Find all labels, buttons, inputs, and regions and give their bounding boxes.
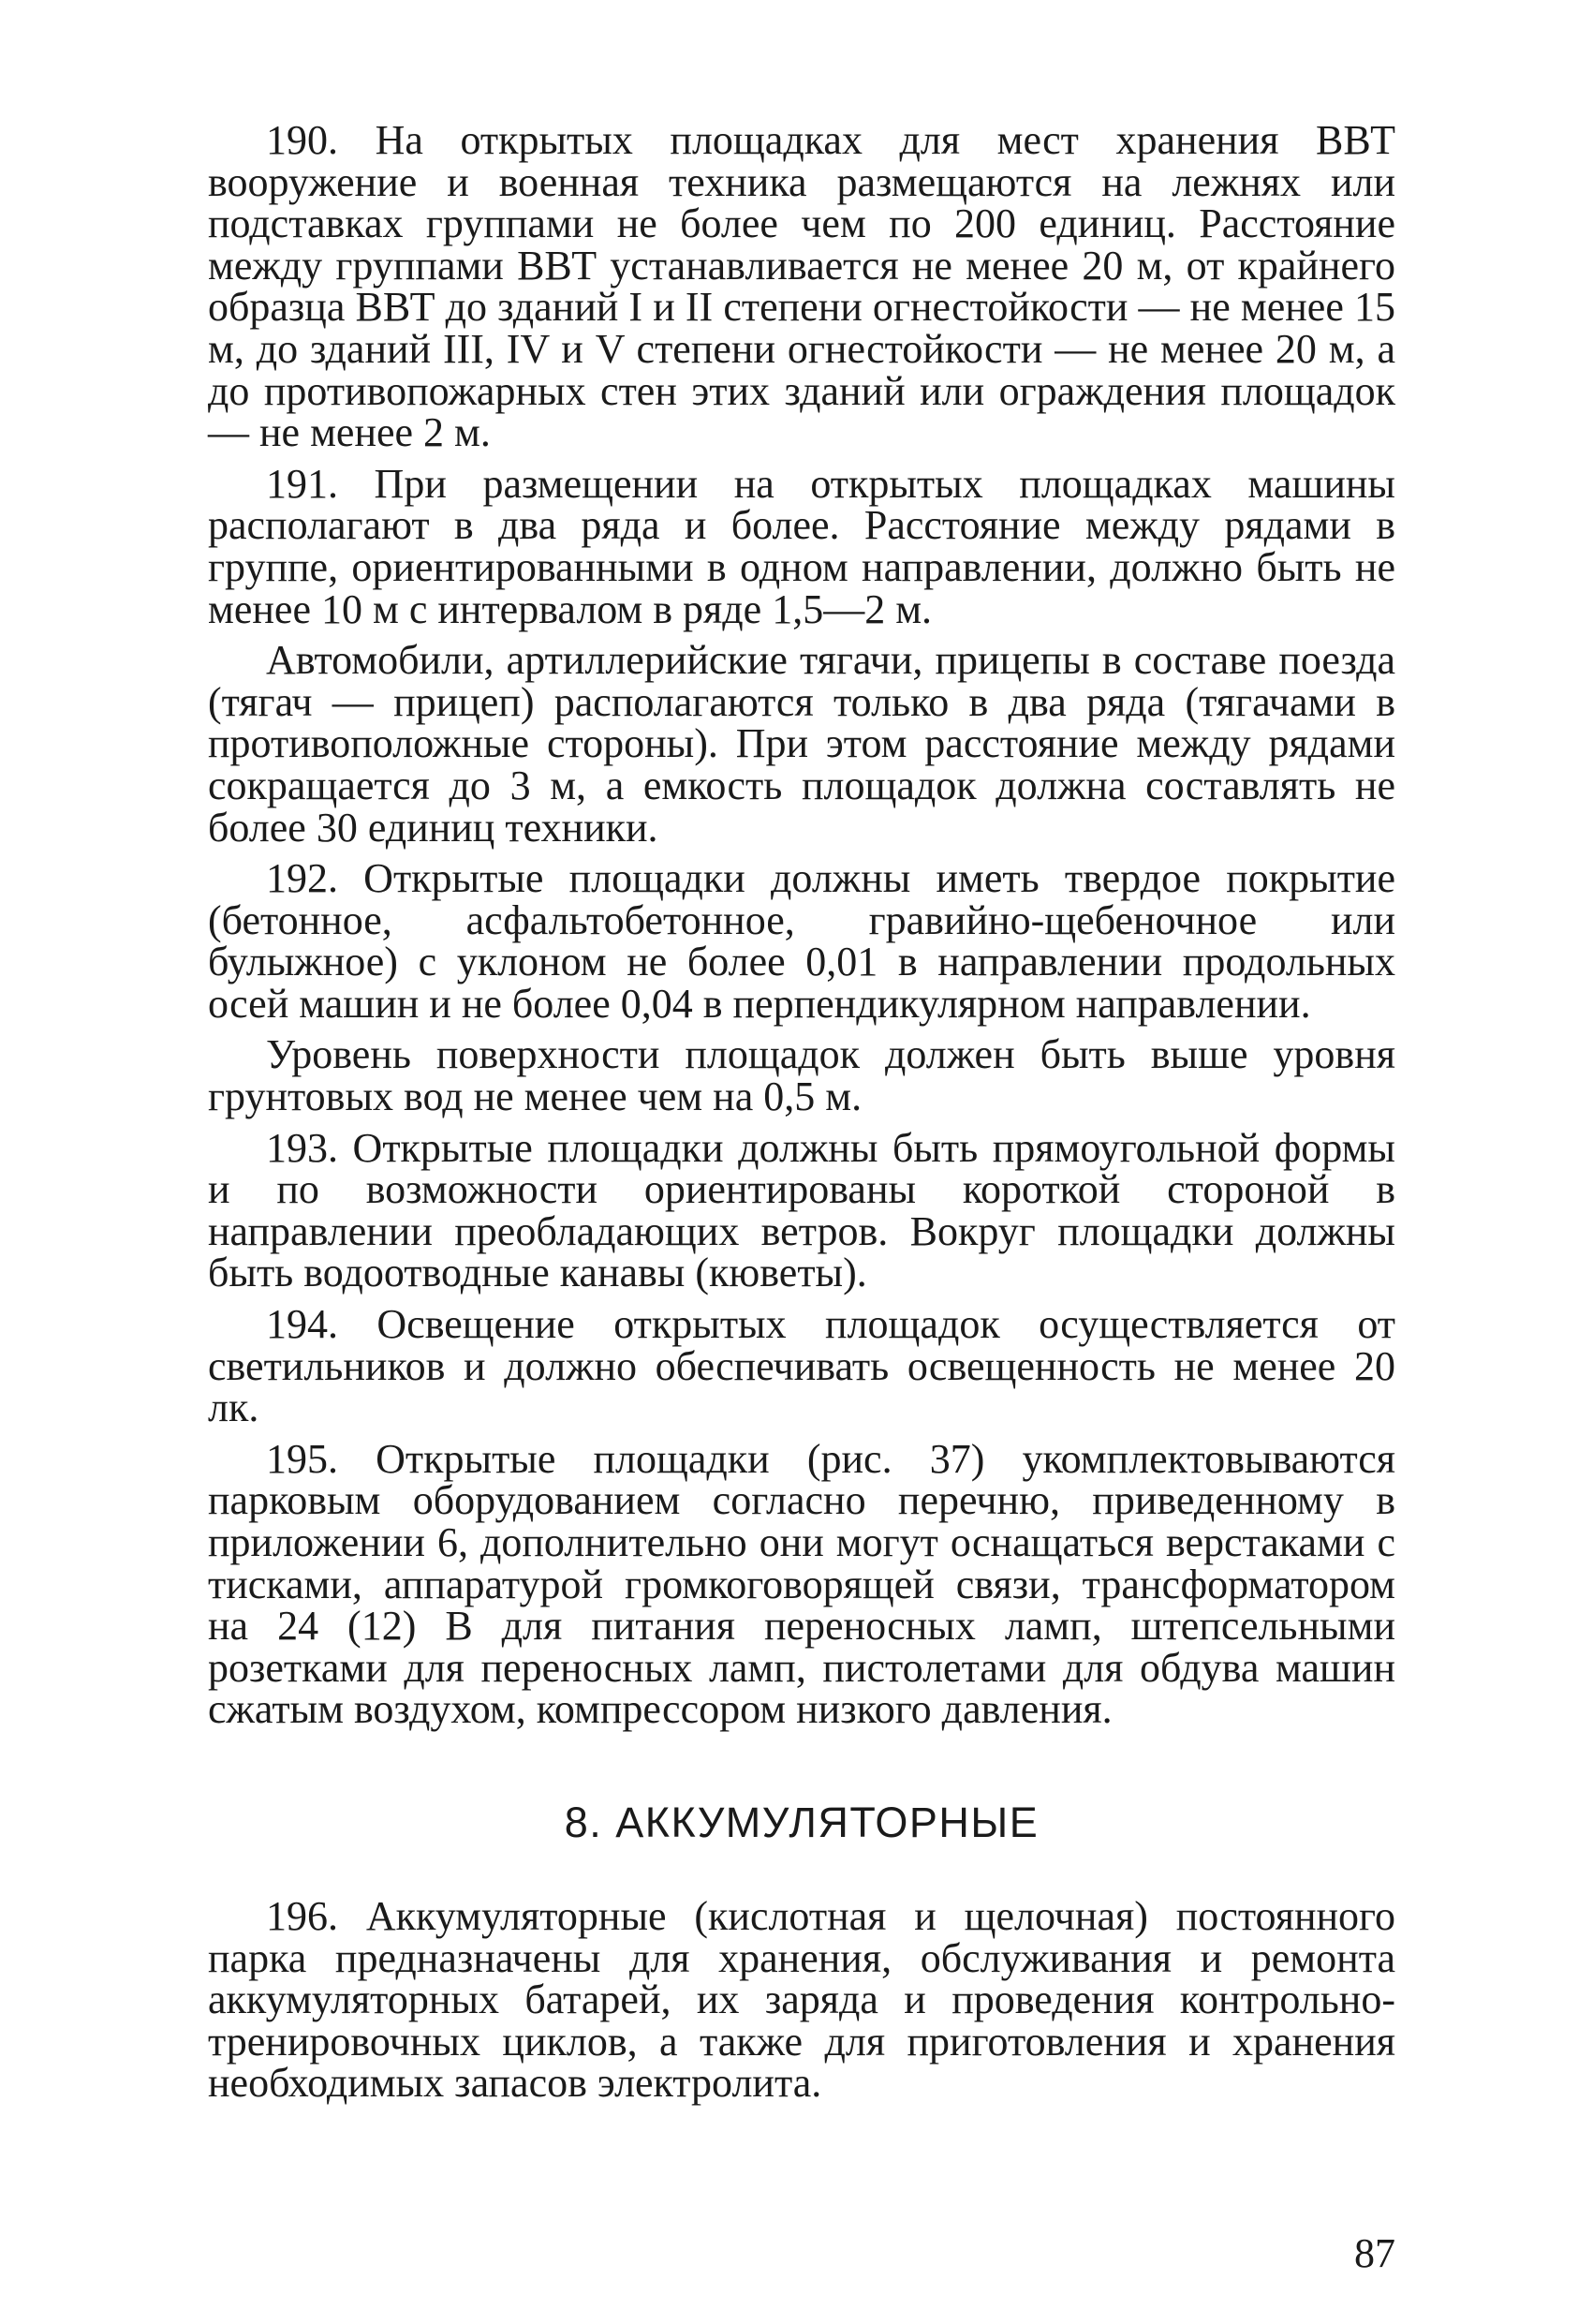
paragraph-193: 193. Открытые площадки должны быть прямоугольной формы и по возможности ориентированы короткой стороной в направлении преобладающих ветров. Вокруг площадки должны быть водоотводные канавы (кюветы). (208, 1124, 1395, 1296)
paragraph-190: 190. На открытых площадках для мест хранения ВВТ вооружение и военная техника размещаются на лежнях или подставках группами не более чем по 200 единиц. Расстояние между группами ВВТ устанавливается не менее 20 м, от крайнего образца ВВТ до зданий I и II степени огнестойкости — не менее 15 м, до зданий III, IV и V степени огнестойкости — не менее 20 м, а до противопожарных стен этих зданий или ограждения площадок — не менее 2 м. (208, 117, 1395, 456)
section-spacer (208, 1731, 1395, 1799)
paragraph-194: 194. Освещение открытых площадок осуществляется от светильников и должно обеспечивать освещенность не менее 20 лк. (208, 1301, 1395, 1431)
book-page (208, 117, 1395, 2276)
paragraph-195: 195. Открытые площадки (рис. 37) укомплектовываются парковым оборудованием согласно перечню, приведенному в приложении 6, дополнительно они могут оснащаться верстаками с тисками, аппаратурой громкоговорящей связи, трансформатором на 24 (12) В для питания переносных ламп, штепсельными розетками для переносных ламп, пистолетами для обдува машин сжатым воздухом, компрессором низкого давления. (208, 1435, 1395, 1733)
paragraph-196: 196. Аккумуляторные (кислотная и щелочная) постоянного парка предназначены для хранения, обслуживания и ремонта аккумуляторных батарей, их заряда и проведения контрольно-тренировочных циклов, а также для приготовления и хранения необходимых запасов электролита. (208, 1892, 1395, 2107)
section-heading: 8. АККУМУЛЯТОРНЫЕ (564, 1798, 1040, 1846)
section-spacer (208, 1847, 1395, 1896)
paragraph-191: 191. При размещении на открытых площадках машины располагают в два ряда и более. Расстояние между рядами в группе, ориентированными в одном направлении, должно быть не менее 10 м с интервалом в ряде 1,5—2 м. (208, 460, 1395, 632)
paragraph-191-continued: Автомобили, артиллерийские тягачи, прицепы в составе поезда (тягач — прицеп) располагаются только в два ряда (тягачами в противоположные стороны). При этом расстояние между рядами сокращается до 3 м, а емкость площадок должна составлять не более 30 единиц техники. (208, 637, 1395, 851)
paragraph-192-continued: Уровень поверхности площадок должен быть выше уровня грунтовых вод не менее чем на 0,5 м. (208, 1031, 1395, 1120)
paragraph-192: 192. Открытые площадки должны иметь твердое покрытие (бетонное, асфальтобетонное, гравийно-щебеночное или булыжное) с уклоном не более 0,01 в направлении продольных осей машин и не более 0,04 в перпендикулярном направлении. (208, 855, 1395, 1027)
page-number: 87 (1354, 2230, 1395, 2276)
